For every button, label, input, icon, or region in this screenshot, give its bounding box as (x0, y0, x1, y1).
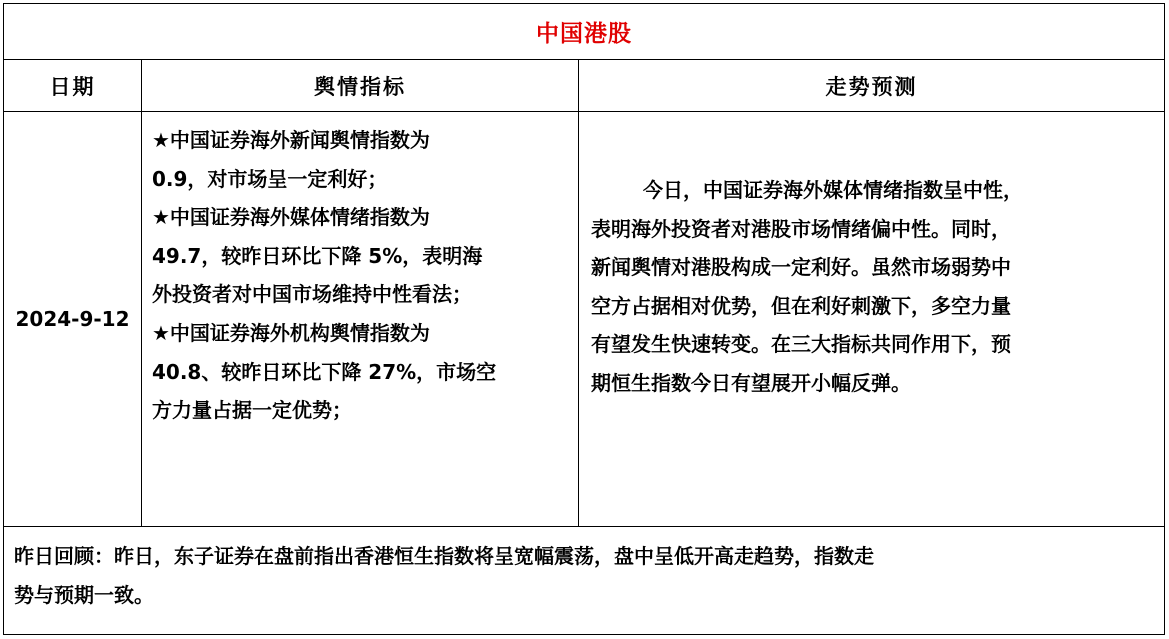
header-row (4, 60, 1164, 112)
forecast-line: 今日，中国证券海外媒体情绪指数呈中性， (643, 178, 1023, 202)
forecast-line: 有望发生快速转变。在三大指标共同作用下，预 (591, 332, 1011, 357)
date-cell: 2024-9-12 (4, 112, 142, 526)
table-title: 中国港股 (536, 21, 632, 47)
header-forecast: 走势预测 (825, 74, 918, 99)
recap-line: 昨日回顾：昨日，东子证券在盘前指出香港恒生指数将呈宽幅震荡，盘中呈低开高走趋势，指数走 (14, 544, 874, 568)
forecast-cell (579, 112, 1164, 526)
indicator-line: 0.9，对市场呈一定利好； (152, 166, 388, 191)
indicators-cell (142, 112, 579, 526)
forecast-line: 空方占据相对优势，但在利好刺激下，多空力量 (591, 293, 1011, 318)
header-date: 日期 (4, 60, 142, 111)
recap-row (4, 527, 1164, 634)
indicator-line: ★中国证券海外新闻舆情指数为 (152, 128, 430, 152)
indicator-line: 方力量占据一定优势； (152, 398, 352, 423)
forecast-line: 新闻舆情对港股构成一定利好。虽然市场弱势中 (591, 255, 1011, 280)
header-indicators: 舆情指标 (142, 60, 579, 111)
report-table (3, 3, 1165, 635)
indicator-line: ★中国证券海外媒体情绪指数为 (152, 205, 430, 230)
data-row (4, 112, 1164, 527)
indicator-line: ★中国证券海外机构舆情指数为 (152, 320, 430, 345)
indicator-line: 40.8、较昨日环比下降 27%，市场空 (152, 359, 497, 384)
recap-line: 势与预期一致。 (14, 582, 154, 607)
forecast-line: 表明海外投资者对港股市场情绪偏中性。同时， (591, 216, 1011, 241)
forecast-line: 期恒生指数今日有望展开小幅反弹。 (591, 370, 911, 395)
indicator-line: 49.7，较昨日环比下降 5%，表明海 (152, 243, 483, 268)
indicator-line: 外投资者对中国市场维持中性看法； (152, 282, 472, 307)
title-row (4, 4, 1164, 60)
